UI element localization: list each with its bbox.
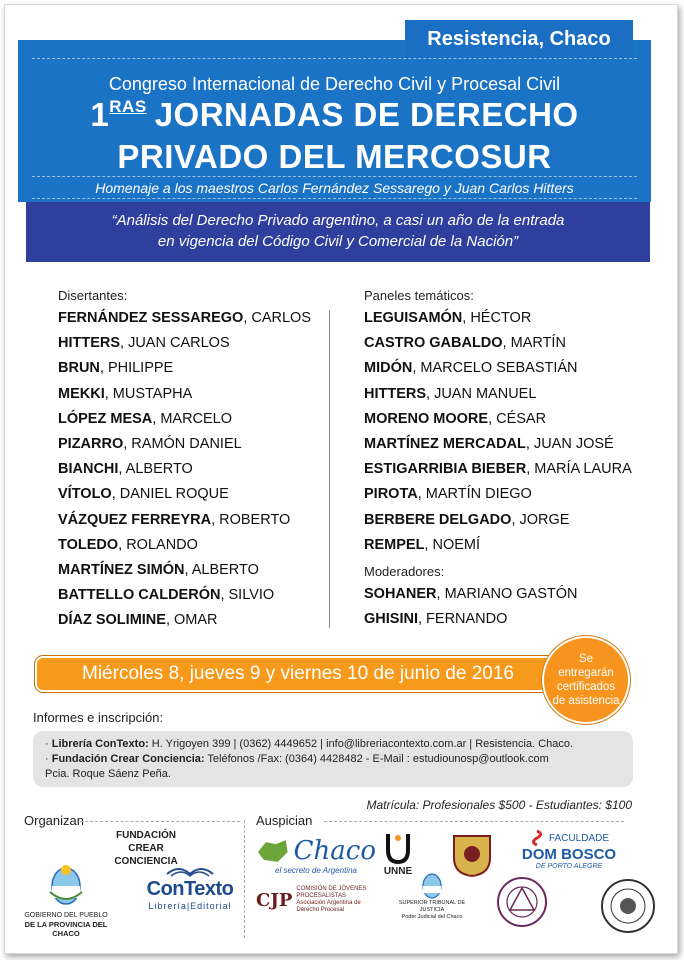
speaker-name: [58, 382, 318, 407]
speaker-surname: MORENO MOORE: [364, 410, 489, 427]
speaker-given-name: , JUAN MANUEL: [426, 385, 537, 402]
paneles-label: Paneles temáticos:: [364, 288, 474, 303]
quote-line1: “Análisis del Derecho Privado argentino, a casi un año de la entrada: [111, 212, 565, 229]
speaker-name: [364, 582, 664, 607]
speaker-name: [58, 583, 318, 608]
speaker-surname: LEGUISAMÓN: [364, 310, 463, 326]
speaker-surname: PIZARRO: [58, 435, 124, 452]
speaker-given-name: , OMAR: [165, 612, 218, 629]
speaker-name: [364, 432, 664, 457]
chaco-brand: Chaco: [293, 836, 376, 866]
contexto-brand: ConTexto: [146, 878, 234, 900]
event-quote: [26, 210, 650, 252]
moderadores-label: Moderadores:: [364, 563, 445, 579]
fundacion-line2: CREAR CONCIENCIA: [114, 843, 178, 867]
event-title-line2: PRIVADO DEL MERCOSUR: [117, 138, 552, 175]
event-dates: Miércoles 8, jueves 9 y viernes 10 de junio de 2016: [35, 656, 561, 692]
speaker-name: [58, 508, 318, 533]
fundacion-line1: FUNDACIÓN: [116, 830, 176, 841]
informes-line2-rest: Teléfonos /Fax: (0364) 4428482 - E-Mail : estudiounosp@outlook.com: [204, 753, 549, 765]
university-seal-icon: [600, 878, 656, 934]
speaker-given-name: , MARIANO GASTÓN: [436, 585, 578, 602]
chaco-sub: el secreto de Argentina: [275, 866, 357, 875]
informes-line1-rest: H. Yrigoyen 399 | (0362) 4449652 | info@libreriacontexto.com.ar | Resistencia. Chaco.: [148, 738, 574, 750]
speaker-surname: MEKKI: [58, 385, 105, 402]
header-dashed-mid: [32, 176, 637, 177]
speaker-name: [58, 558, 318, 583]
informes-line2-bold: Fundación Crear Conciencia:: [51, 753, 205, 765]
speaker-surname: PIROTA: [364, 486, 418, 503]
location-tag: Resistencia, Chaco: [405, 20, 633, 58]
organizan-label: Organizan: [24, 813, 84, 828]
speaker-given-name: , MARÍA LAURA: [526, 461, 632, 478]
speaker-surname: CASTRO GABALDO: [364, 335, 503, 352]
speaker-surname: REMPEL: [364, 536, 425, 553]
contexto-logo: [140, 862, 240, 911]
speaker-surname: GHISINI: [364, 611, 418, 628]
speaker-given-name: , ROLANDO: [118, 536, 198, 553]
dom-bosco-text: DOM BOSCO: [521, 846, 617, 863]
header-dashed-top: [32, 58, 637, 59]
column-divider: [329, 310, 330, 628]
speaker-name: [364, 407, 664, 432]
speaker-given-name: , NOEMÍ: [424, 536, 481, 553]
speaker-surname: BERBERE DELGADO: [364, 511, 512, 528]
certificate-badge-text: Se entregarán certificados de asistencia: [552, 653, 620, 707]
auspician-label: Auspician: [256, 813, 313, 828]
speaker-given-name: , ALBERTO: [184, 561, 259, 578]
chaco-shield-icon: [46, 862, 86, 908]
auspician-rule: [324, 821, 624, 822]
speaker-given-name: , ALBERTO: [118, 461, 193, 478]
disertantes-list: [58, 306, 318, 633]
speaker-name: [364, 306, 664, 331]
title-text-line1: JORNADAS DE DERECHO: [154, 96, 579, 133]
disertantes-column: [58, 288, 318, 633]
speaker-given-name: , MARCELO: [152, 410, 233, 427]
speaker-surname: MIDÓN: [364, 360, 413, 377]
informes-line3: Pcia. Roque Sáenz Peña.: [45, 768, 171, 780]
sponsor-divider: [244, 820, 245, 938]
speaker-name: [364, 382, 664, 407]
speaker-surname: BATTELLO CALDERÓN: [58, 587, 221, 604]
informes-line1-bold: Librería ConTexto:: [51, 738, 149, 750]
informes-line2: · Fundación Crear Conciencia: Teléfonos /Fax: (0364) 4428482 - E-Mail : estudiounosp@outlook.com: [45, 753, 549, 765]
speaker-surname: LÓPEZ MESA: [58, 410, 153, 427]
speaker-surname: SOHANER: [364, 585, 437, 602]
faculdade-dom-bosco-logo: [514, 830, 624, 870]
speaker-surname: VÁZQUEZ FERREYRA: [58, 511, 212, 528]
cjp-mark: CJP: [256, 889, 293, 911]
stj-line2: Poder Judicial del Chaco: [401, 914, 463, 920]
title-ordinal-suffix: RAS: [109, 97, 147, 116]
speaker-given-name: , MARTÍN: [502, 335, 566, 352]
stj-line1: SUPERIOR TRIBUNAL DE JUSTICIA: [398, 900, 466, 913]
speaker-given-name: , RAMÓN DANIEL: [123, 435, 242, 452]
gobierno-line1: GOBIERNO DEL PUEBLO: [24, 912, 108, 919]
speaker-given-name: , DANIEL ROQUE: [111, 486, 229, 503]
speaker-name: [364, 508, 664, 533]
speaker-given-name: , ROBERTO: [211, 511, 291, 528]
speaker-name: [58, 356, 318, 381]
speaker-given-name: , FERNANDO: [417, 611, 508, 628]
speaker-surname: DÍAZ SOLIMINE: [58, 612, 166, 629]
speaker-given-name: , MARCELO SEBASTIÁN: [412, 360, 578, 377]
speaker-surname: FERNÁNDEZ SESSAREGO: [58, 310, 244, 326]
contexto-sub: Librería|Editorial: [148, 901, 232, 911]
speaker-name: [58, 407, 318, 432]
faculdade-text: FACULDADE: [548, 832, 609, 844]
gobierno-line2: DE LA PROVINCIA DEL CHACO: [24, 920, 108, 938]
stj-shield-icon: [420, 872, 444, 900]
speaker-name: [364, 533, 664, 558]
speaker-surname: BRUN: [58, 360, 100, 377]
disertantes-label: Disertantes:: [58, 288, 128, 303]
speaker-given-name: , JUAN CARLOS: [120, 335, 230, 352]
speaker-surname: MARTÍNEZ SIMÓN: [58, 561, 185, 578]
speaker-surname: TOLEDO: [58, 536, 119, 553]
speaker-surname: MARTÍNEZ MERCADAL: [364, 435, 526, 452]
unne-logo: [378, 832, 418, 877]
speaker-surname: HITTERS: [58, 335, 121, 352]
speaker-surname: VÍTOLO: [58, 486, 112, 503]
superior-tribunal-logo: [392, 872, 472, 921]
speaker-name: [58, 306, 318, 331]
header-panel: [18, 40, 651, 202]
chaco-tourism-logo: [256, 836, 376, 875]
cjp-line2: Asociación Argentina de Derecho Procesal: [296, 900, 361, 913]
dom-bosco-swirl-icon: [529, 830, 545, 846]
open-book-icon: [165, 862, 215, 878]
chaco-map-icon: [256, 838, 290, 864]
speaker-given-name: , JORGE: [511, 511, 570, 528]
cjp-line1: COMISIÓN DE JÓVENES PROCESALISTAS: [296, 886, 367, 899]
speaker-given-name: , MUSTAPHA: [104, 385, 193, 402]
event-title-line1: [18, 96, 651, 134]
paneles-column: [364, 288, 664, 632]
speaker-name: [58, 482, 318, 507]
speaker-given-name: , SILVIO: [220, 587, 275, 604]
congress-name: Congreso Internacional de Derecho Civil y Procesal Civil: [108, 74, 561, 94]
unne-emblem-icon: [383, 832, 413, 866]
speaker-name: [58, 331, 318, 356]
matricula-text: Matrícula: Profesionales $500 - Estudiantes: $100: [366, 798, 632, 812]
speaker-given-name: , CÉSAR: [488, 410, 547, 427]
informes-line1: · Librería ConTexto: H. Yrigoyen 399 | (0362) 4449652 | info@libreriacontexto.com.ar | Resistencia. Chaco.: [45, 738, 574, 750]
informes-box: [33, 731, 633, 787]
speaker-surname: BIANCHI: [58, 461, 119, 478]
speaker-given-name: , HÉCTOR: [462, 310, 532, 326]
speaker-name: [58, 432, 318, 457]
cjp-logo: [256, 886, 376, 914]
speaker-given-name: , PHILIPPE: [99, 360, 174, 377]
speaker-name: [364, 482, 664, 507]
adp-seal-icon: [496, 876, 548, 928]
speaker-given-name: , JUAN JOSÉ: [525, 435, 614, 452]
unne-text: UNNE: [383, 866, 413, 877]
speaker-name: [364, 607, 664, 632]
quote-line2: en vigencia del Código Civil y Comercial de la Nación”: [157, 233, 519, 250]
speaker-name: [364, 331, 664, 356]
title-ordinal: 1: [90, 96, 110, 133]
homenaje-text: Homenaje a los maestros Carlos Fernández Sessarego y Juan Carlos Hitters: [95, 180, 574, 196]
certificate-badge: [542, 636, 630, 724]
porto-alegre-text: DE PORTO ALEGRE: [535, 863, 603, 870]
speaker-surname: HITTERS: [364, 385, 427, 402]
speaker-given-name: , CARLOS: [243, 310, 311, 326]
speaker-name: [364, 356, 664, 381]
organizan-rule: [80, 821, 240, 822]
speaker-surname: ESTIGARRIBIA BIEBER: [364, 461, 527, 478]
speaker-name: [364, 457, 664, 482]
gobierno-chaco-logo: [16, 862, 116, 938]
header-dashed-bottom: [32, 198, 637, 199]
moderadores-list: [364, 582, 664, 632]
speaker-name: [58, 533, 318, 558]
informes-label: Informes e inscripción:: [33, 710, 164, 725]
speaker-name: [58, 608, 318, 633]
speaker-name: [58, 457, 318, 482]
paneles-list: [364, 306, 664, 558]
speaker-given-name: , MARTÍN DIEGO: [417, 486, 532, 503]
